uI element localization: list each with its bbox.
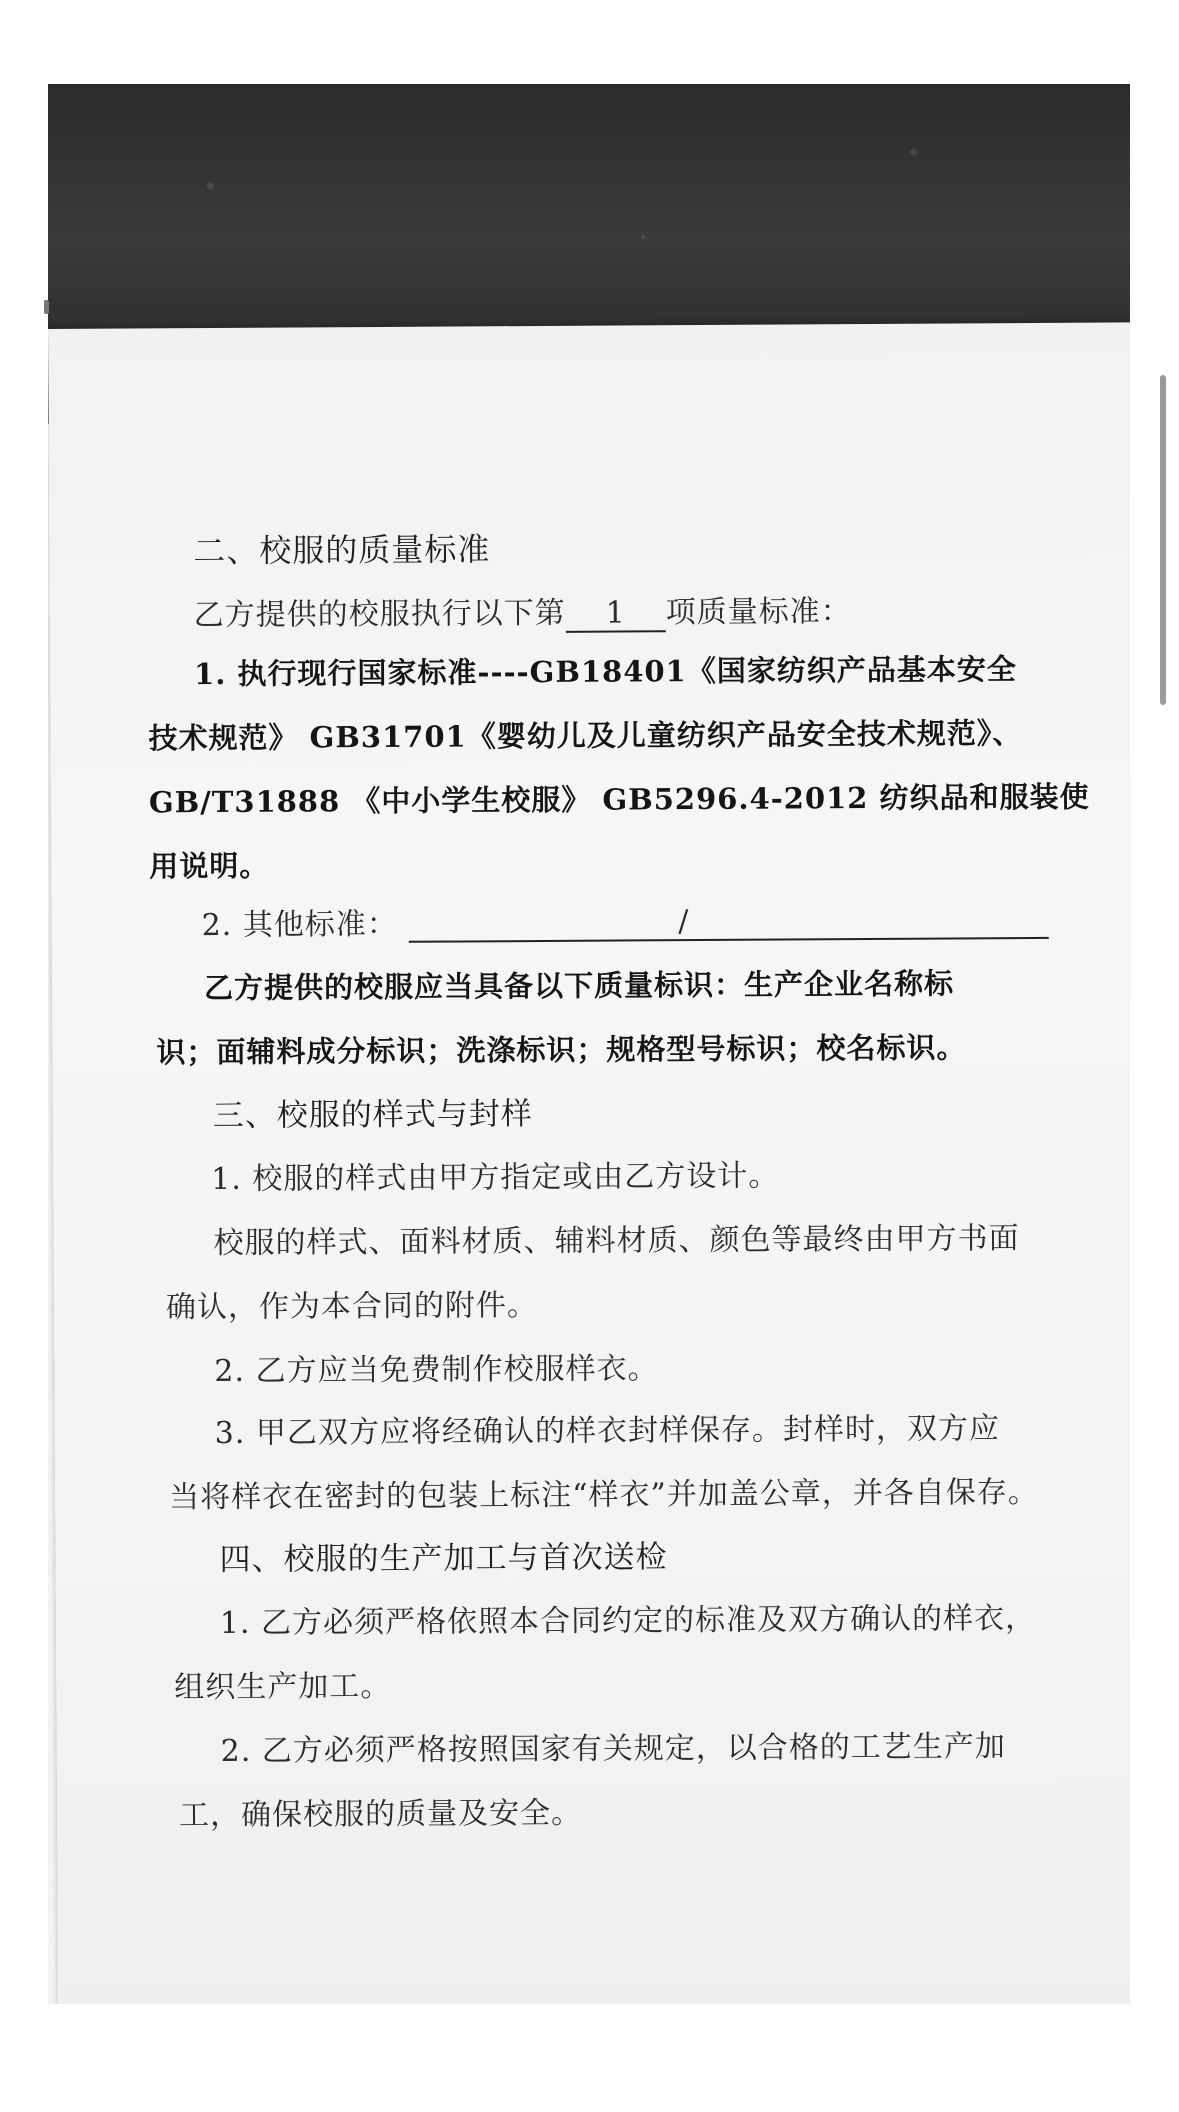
section-2-title: 二、校服的质量标准 (193, 530, 491, 571)
section-2-item-1-line-4: 用说明。 (149, 848, 270, 884)
section-4-item-1-line-1: 1. 乙方必须严格依照本合同约定的标准及双方确认的样衣， (219, 1600, 1037, 1641)
section-2-intro (194, 586, 852, 635)
section-3-para-line-2: 确认，作为本合同的附件。 (165, 1288, 539, 1326)
vertical-scrollbar[interactable] (1160, 375, 1166, 705)
section-3-item-2: 2. 乙方应当免费制作校服样衣。 (214, 1351, 659, 1390)
section-4-item-1-line-2: 组织生产加工。 (174, 1668, 392, 1706)
other-standard-field (408, 905, 1048, 943)
page-edge-mark (44, 300, 49, 314)
intro-prefix: 乙方提供的校服执行以下第 (193, 595, 566, 634)
section-3-item-3-line-2: 当将样衣在密封的包装上标注“样衣”并加盖公章，并各自保存。 (169, 1474, 1039, 1516)
intro-suffix: 项质量标准： (665, 594, 852, 631)
section-4-item-2-line-1: 2. 乙方必须严格按照国家有关规定，以合格的工艺生产加 (220, 1729, 1006, 1769)
contract-page (48, 322, 1130, 2004)
other-standard-label: 2. 其他标准： (201, 906, 398, 944)
section-3-item-3-line-1: 3. 甲乙双方应将经确认的样衣封样保存。封样时，双方应 (214, 1411, 1001, 1452)
section-2-item-1-line-1: 1. 执行现行国家标准----GB18401《国家纺织产品基本安全 (194, 652, 1017, 692)
quality-marks-line-1: 乙方提供的校服应当具备以下质量标识：生产企业名称标 (203, 966, 955, 1006)
section-4-item-2-line-2: 工，确保校服的质量及安全。 (178, 1795, 583, 1834)
standard-number-field: 1 (566, 595, 666, 633)
section-4-title: 四、校服的生产加工与首次送检 (219, 1539, 668, 1578)
quality-marks-line-2: 识；面辅料成分标识；洗涤标识；规格型号标识；校名标识。 (156, 1030, 967, 1070)
section-2-item-2 (201, 895, 1048, 944)
section-2-item-1-line-3: GB/T31888 《中小学生校服》 GB5296.4-2012 纺织品和服装使 (148, 779, 1090, 820)
other-standard-value: / (678, 904, 690, 940)
section-3-title: 三、校服的样式与封样 (212, 1096, 533, 1135)
section-3-item-1: 1. 校服的样式由甲方指定或由乙方设计。 (211, 1158, 780, 1198)
document-photo (48, 84, 1130, 2004)
section-2-item-1-line-2: 技术规范》 GB31701《婴幼儿及儿童纺织产品安全技术规范》、 (148, 716, 1023, 756)
section-3-para-line-1: 校服的样式、面料材质、辅料材质、颜色等最终由甲方书面 (213, 1221, 1020, 1262)
